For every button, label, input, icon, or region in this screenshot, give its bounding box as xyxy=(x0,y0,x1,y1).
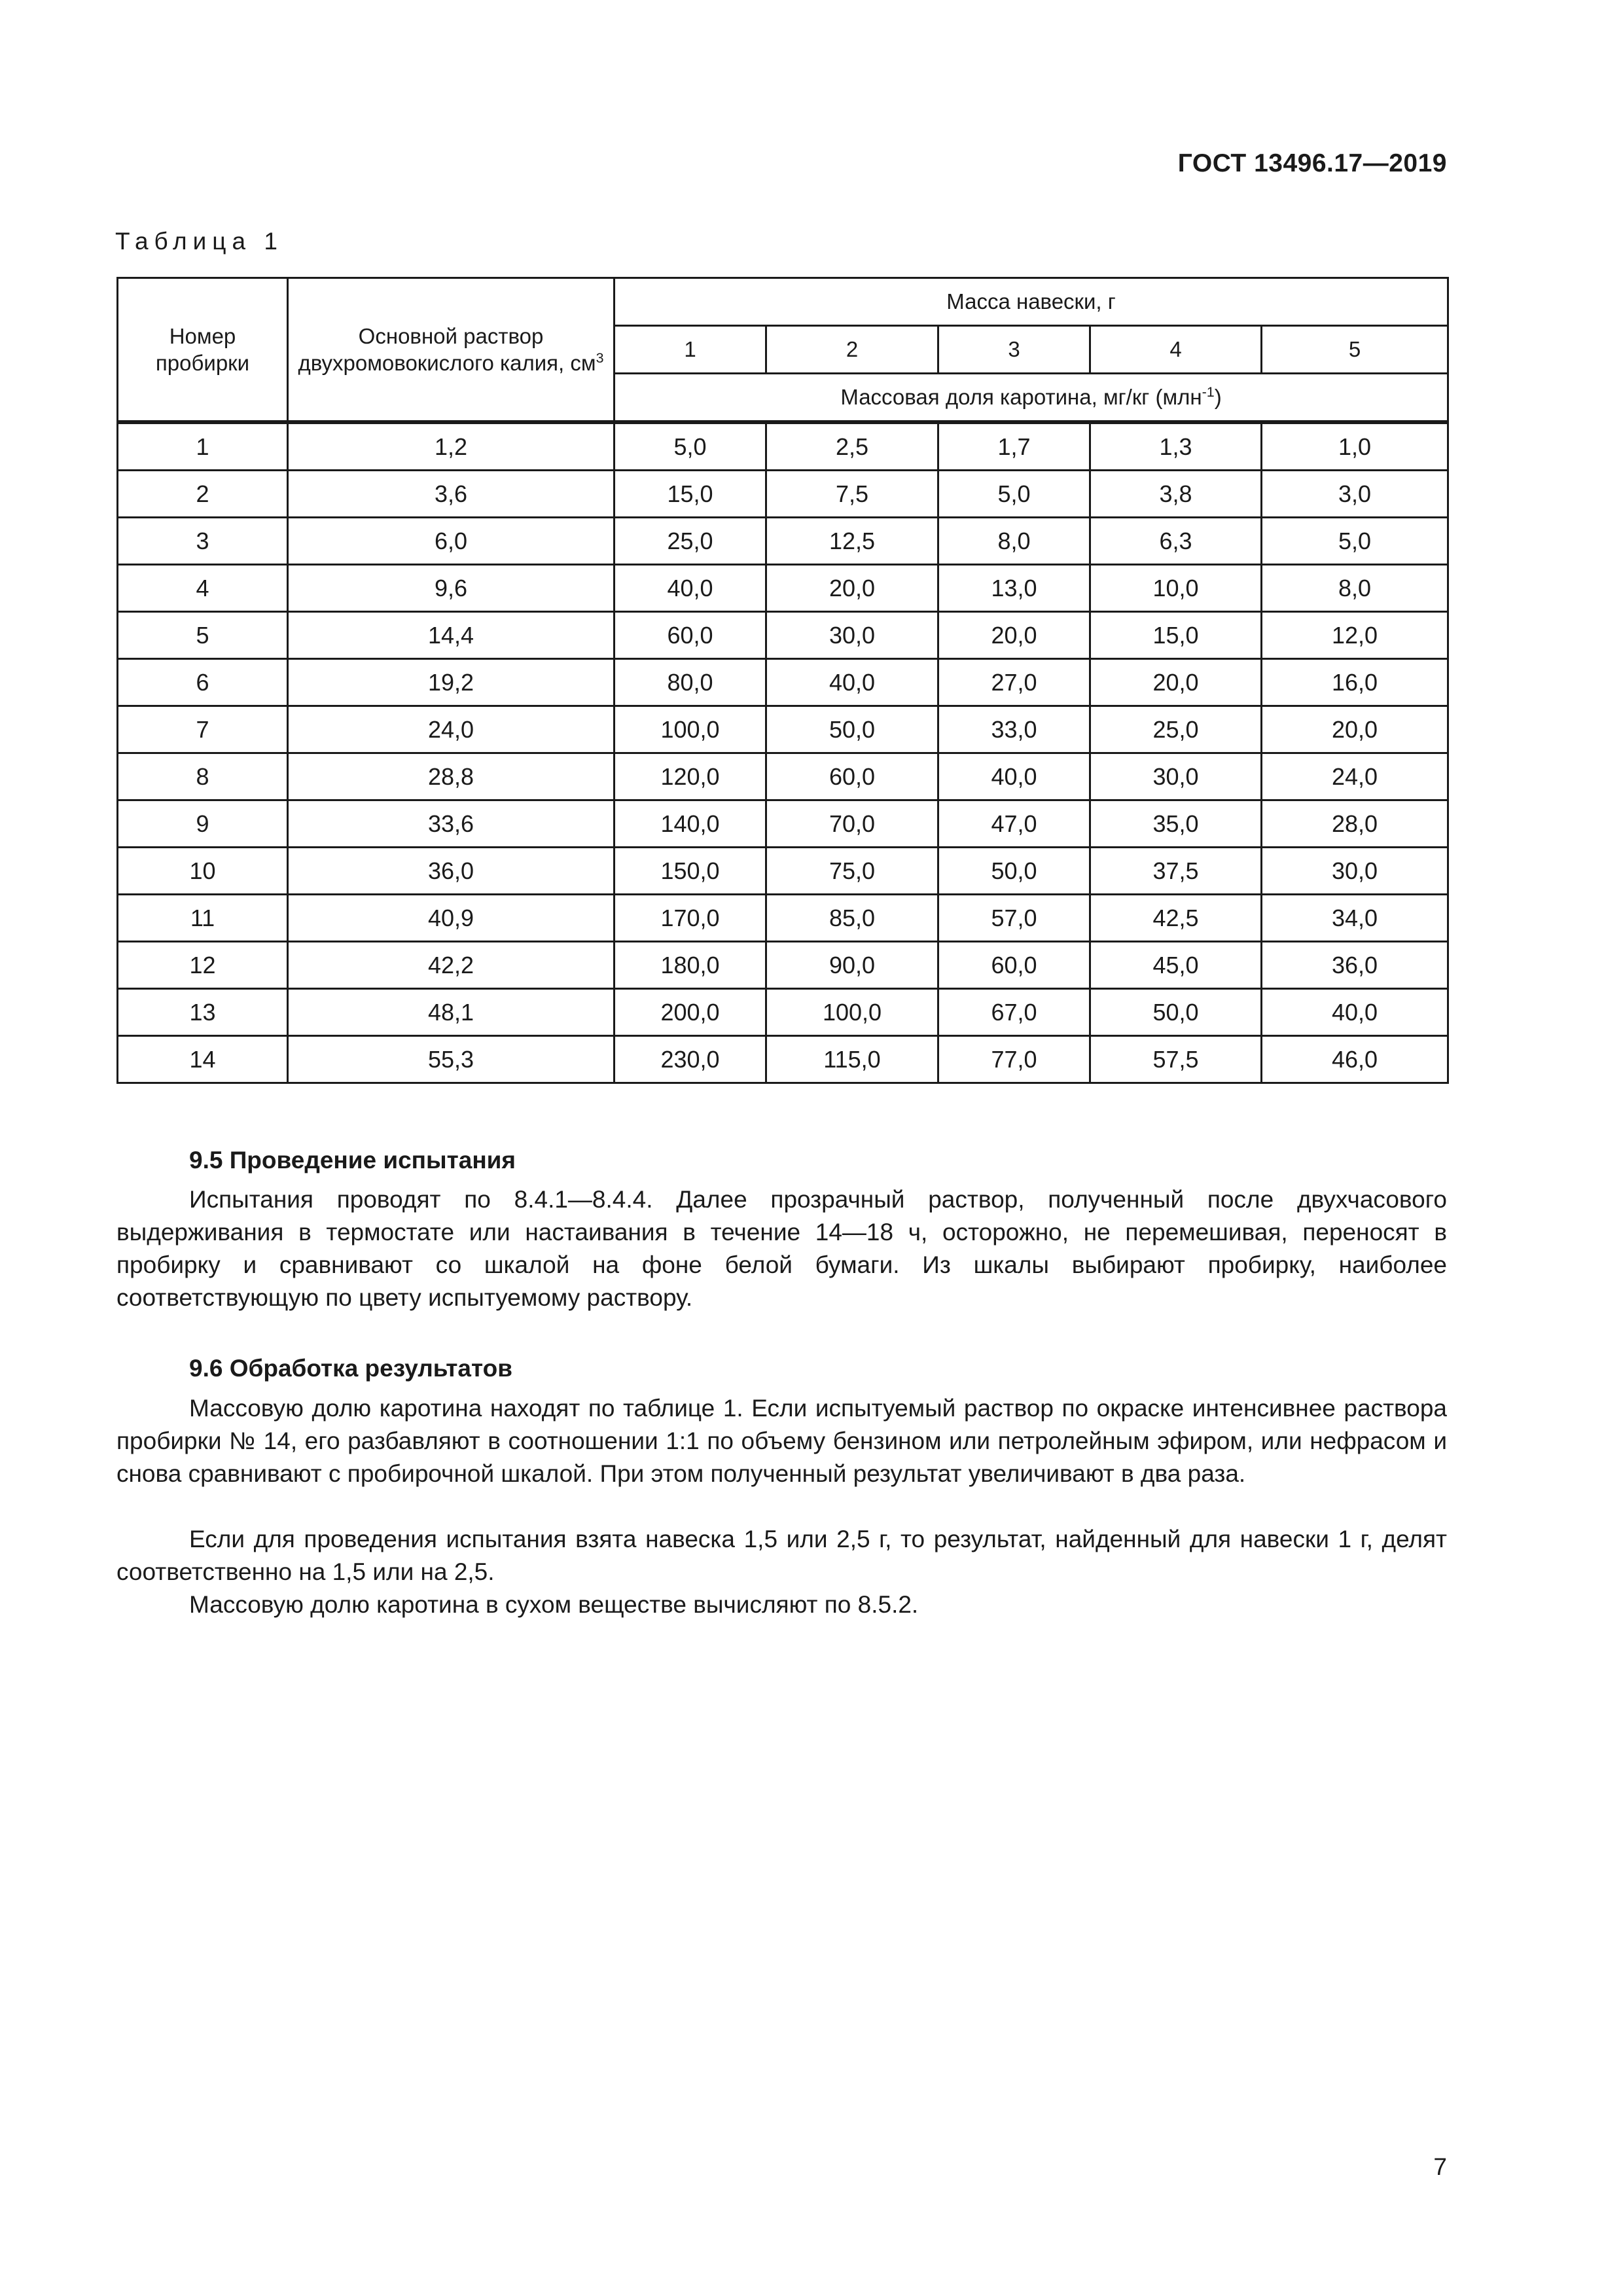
table-cell: 40,0 xyxy=(766,659,938,706)
table-cell: 8 xyxy=(118,753,288,800)
table-cell: 80,0 xyxy=(615,659,766,706)
table-cell: 9 xyxy=(118,800,288,848)
table-cell: 60,0 xyxy=(766,753,938,800)
table-cell: 70,0 xyxy=(766,800,938,848)
table-cell: 5,0 xyxy=(938,471,1090,518)
table-cell: 100,0 xyxy=(615,706,766,753)
table-cell: 15,0 xyxy=(1090,612,1262,659)
table-cell: 40,0 xyxy=(615,565,766,612)
table-cell: 24,0 xyxy=(288,706,615,753)
table-cell: 77,0 xyxy=(938,1036,1090,1083)
table-cell: 5,0 xyxy=(615,423,766,471)
table-row xyxy=(118,989,1448,1036)
table-cell: 48,1 xyxy=(288,989,615,1036)
table-cell: 67,0 xyxy=(938,989,1090,1036)
table-cell: 30,0 xyxy=(766,612,938,659)
table-row xyxy=(118,471,1448,518)
table-cell: 8,0 xyxy=(938,518,1090,565)
table-cell: 200,0 xyxy=(615,989,766,1036)
header-base-solution-text: Основной раствор двухромовокислого калия, см xyxy=(298,323,596,375)
table-cell: 37,5 xyxy=(1090,848,1262,895)
table-cell: 36,0 xyxy=(288,848,615,895)
table-caption: Таблица 1 xyxy=(115,228,283,255)
table-cell: 24,0 xyxy=(1262,753,1448,800)
table-cell: 46,0 xyxy=(1262,1036,1448,1083)
table-cell: 60,0 xyxy=(938,942,1090,989)
table-cell: 100,0 xyxy=(766,989,938,1036)
table-row xyxy=(118,659,1448,706)
table-cell: 40,9 xyxy=(288,895,615,942)
section-9-5-paragraph: Испытания проводят по 8.4.1—8.4.4. Далее прозрачный раствор, полученный после двухчасового выдерживания в термостате или настаивания в течение 14—18 ч, осторожно, не перемешивая, переносят в пробирку и сравнивают со шкалой на фоне белой бумаги. Из шкалы выбирают пробирку, наиболее соответствующую по цвету испытуемому раствору. xyxy=(116,1186,1447,1311)
table-cell: 30,0 xyxy=(1262,848,1448,895)
table-row xyxy=(118,423,1448,471)
table-cell: 16,0 xyxy=(1262,659,1448,706)
table-cell: 60,0 xyxy=(615,612,766,659)
table-cell: 50,0 xyxy=(766,706,938,753)
table-cell: 57,0 xyxy=(938,895,1090,942)
table-cell: 4 xyxy=(118,565,288,612)
document-number: ГОСТ 13496.17—2019 xyxy=(1177,149,1447,177)
table-cell: 2,5 xyxy=(766,423,938,471)
table-cell: 6 xyxy=(118,659,288,706)
header-mass-col: 2 xyxy=(766,326,938,374)
table-cell: 1,0 xyxy=(1262,423,1448,471)
table-cell: 75,0 xyxy=(766,848,938,895)
table-cell: 34,0 xyxy=(1262,895,1448,942)
data-table xyxy=(116,277,1449,1084)
table-cell: 28,8 xyxy=(288,753,615,800)
header-mass-col: 3 xyxy=(938,326,1090,374)
table-cell: 12,5 xyxy=(766,518,938,565)
header-tube-number: Номер пробирки xyxy=(118,278,288,422)
table-row xyxy=(118,612,1448,659)
table-cell: 3,6 xyxy=(288,471,615,518)
table-cell: 40,0 xyxy=(938,753,1090,800)
table-cell: 36,0 xyxy=(1262,942,1448,989)
table-cell: 1,2 xyxy=(288,423,615,471)
table-body xyxy=(118,422,1448,1083)
table-cell: 28,0 xyxy=(1262,800,1448,848)
table-cell: 10,0 xyxy=(1090,565,1262,612)
table-cell: 14,4 xyxy=(288,612,615,659)
table-cell: 7 xyxy=(118,706,288,753)
header-mass-col: 1 xyxy=(615,326,766,374)
table-cell: 115,0 xyxy=(766,1036,938,1083)
table-cell: 180,0 xyxy=(615,942,766,989)
table-row xyxy=(118,706,1448,753)
table-cell: 42,2 xyxy=(288,942,615,989)
section-9-6-paragraph-3: Массовую долю каротина в сухом веществе вычисляют по 8.5.2. xyxy=(189,1591,919,1618)
table-cell: 170,0 xyxy=(615,895,766,942)
table-row xyxy=(118,753,1448,800)
table-cell: 2 xyxy=(118,471,288,518)
table-cell: 19,2 xyxy=(288,659,615,706)
table-cell: 8,0 xyxy=(1262,565,1448,612)
table-cell: 15,0 xyxy=(615,471,766,518)
table-cell: 12,0 xyxy=(1262,612,1448,659)
section-9-6-heading: 9.6 Обработка результатов xyxy=(189,1355,512,1382)
table-cell: 150,0 xyxy=(615,848,766,895)
table-cell: 50,0 xyxy=(938,848,1090,895)
table-cell: 140,0 xyxy=(615,800,766,848)
table-cell: 1 xyxy=(118,423,288,471)
header-base-solution-sup: 3 xyxy=(596,350,604,366)
table-cell: 13,0 xyxy=(938,565,1090,612)
table-cell: 47,0 xyxy=(938,800,1090,848)
table-cell: 6,3 xyxy=(1090,518,1262,565)
table-cell: 55,3 xyxy=(288,1036,615,1083)
table-cell: 42,5 xyxy=(1090,895,1262,942)
table-row xyxy=(118,1036,1448,1083)
header-carotene-fraction xyxy=(615,374,1448,422)
table-cell: 30,0 xyxy=(1090,753,1262,800)
table-cell: 5 xyxy=(118,612,288,659)
table-cell: 6,0 xyxy=(288,518,615,565)
page-number: 7 xyxy=(1433,2153,1447,2180)
table-cell: 25,0 xyxy=(1090,706,1262,753)
table-cell: 3,0 xyxy=(1262,471,1448,518)
table-cell: 35,0 xyxy=(1090,800,1262,848)
table-cell: 3,8 xyxy=(1090,471,1262,518)
table-row xyxy=(118,895,1448,942)
table-cell: 9,6 xyxy=(288,565,615,612)
table-cell: 20,0 xyxy=(1262,706,1448,753)
table-cell: 12 xyxy=(118,942,288,989)
table-cell: 5,0 xyxy=(1262,518,1448,565)
header-carotene-tail: ) xyxy=(1214,385,1222,410)
table-cell: 1,7 xyxy=(938,423,1090,471)
section-9-6-paragraph-1: Массовую долю каротина находят по таблице 1. Если испытуемый раствор по окраске интенсивнее раствора пробирки № 14, его разбавляют в соотношении 1:1 по объему бензином или петролейным эфиром, или нефрасом и снова сравнивают с пробирочной шкалой. При этом полученный результат увеличивают в два раза. xyxy=(116,1395,1447,1487)
table-cell: 1,3 xyxy=(1090,423,1262,471)
table-cell: 120,0 xyxy=(615,753,766,800)
table-cell: 11 xyxy=(118,895,288,942)
table-row xyxy=(118,518,1448,565)
table-cell: 50,0 xyxy=(1090,989,1262,1036)
table-cell: 33,0 xyxy=(938,706,1090,753)
header-carotene-text: Массовая доля каротина, мг/кг (млн xyxy=(840,385,1202,410)
table-cell: 20,0 xyxy=(938,612,1090,659)
table-cell: 27,0 xyxy=(938,659,1090,706)
header-sample-mass: Масса навески, г xyxy=(615,278,1448,326)
table-cell: 57,5 xyxy=(1090,1036,1262,1083)
table-cell: 25,0 xyxy=(615,518,766,565)
table-cell: 20,0 xyxy=(766,565,938,612)
table-cell: 20,0 xyxy=(1090,659,1262,706)
header-mass-col: 4 xyxy=(1090,326,1262,374)
header-base-solution xyxy=(288,278,615,422)
table-cell: 13 xyxy=(118,989,288,1036)
table-cell: 40,0 xyxy=(1262,989,1448,1036)
table-cell: 7,5 xyxy=(766,471,938,518)
table-row xyxy=(118,848,1448,895)
header-mass-col: 5 xyxy=(1262,326,1448,374)
table-row xyxy=(118,565,1448,612)
header-carotene-sup: -1 xyxy=(1202,384,1215,401)
table-row xyxy=(118,942,1448,989)
table-cell: 85,0 xyxy=(766,895,938,942)
table-cell: 3 xyxy=(118,518,288,565)
table-cell: 10 xyxy=(118,848,288,895)
table-cell: 14 xyxy=(118,1036,288,1083)
section-9-6-paragraph-2: Если для проведения испытания взята навеска 1,5 или 2,5 г, то результат, найденный для навески 1 г, делят соответственно на 1,5 или на 2,5. xyxy=(116,1526,1447,1585)
table-cell: 45,0 xyxy=(1090,942,1262,989)
table-cell: 33,6 xyxy=(288,800,615,848)
table-cell: 230,0 xyxy=(615,1036,766,1083)
table-row xyxy=(118,800,1448,848)
table-cell: 90,0 xyxy=(766,942,938,989)
section-9-5-heading: 9.5 Проведение испытания xyxy=(189,1147,516,1174)
